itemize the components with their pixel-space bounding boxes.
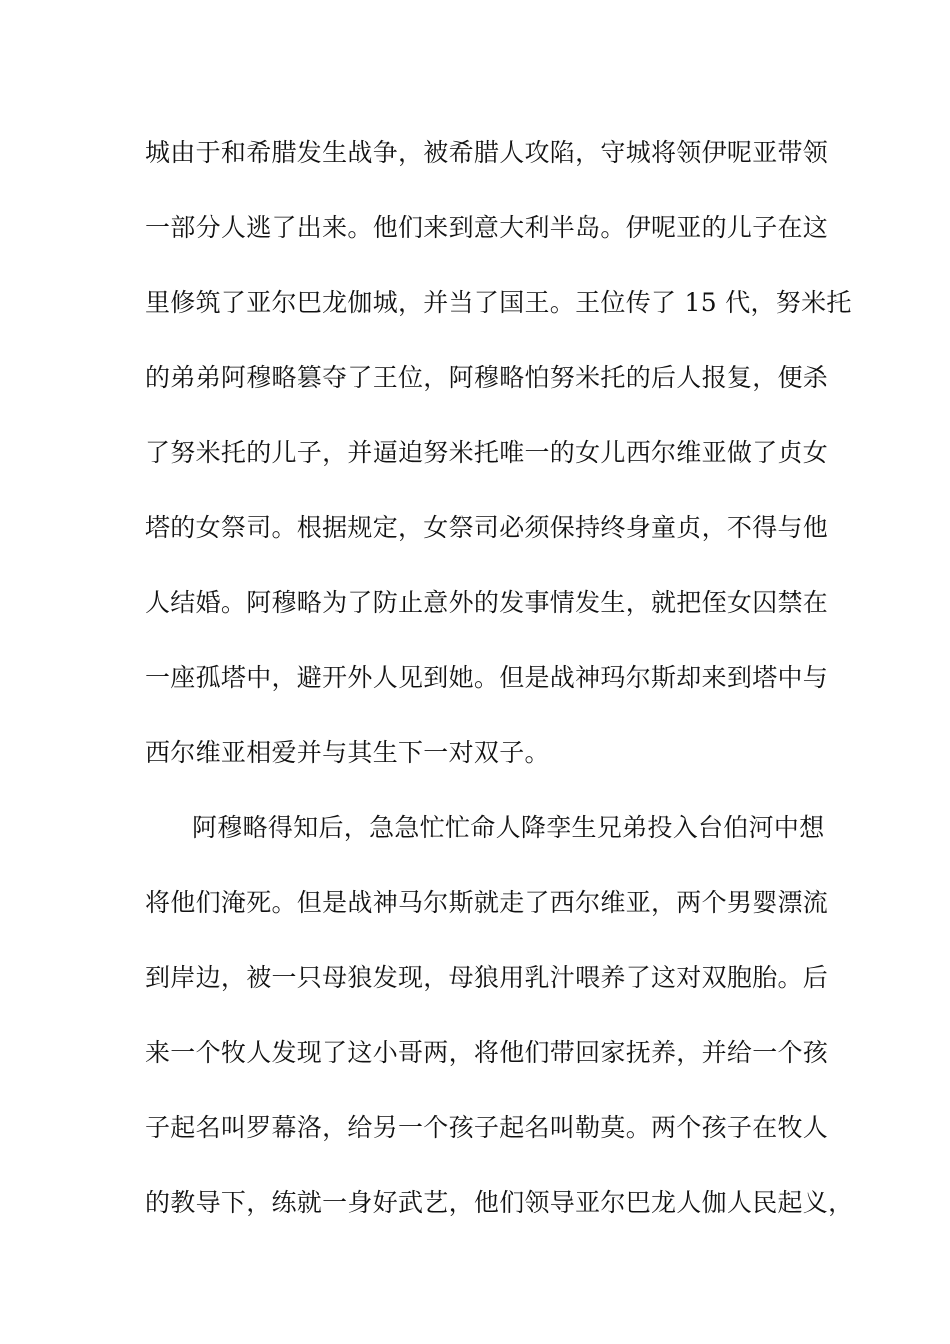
text-line: 将他们淹死。但是战神马尔斯就走了西尔维亚，两个男婴漂流 xyxy=(145,888,829,917)
text-line: 一部分人逃了出来。他们来到意大利半岛。伊呢亚的儿子在这 xyxy=(145,213,829,242)
text-line: 西尔维亚相爱并与其生下一对双子。 xyxy=(145,738,550,767)
text-line: 一座孤塔中，避开外人见到她。但是战神玛尔斯却来到塔中与 xyxy=(145,663,829,692)
body-text xyxy=(145,133,854,1258)
text-line: 里修筑了亚尔巴龙伽城，并当了国王。王位传了 15 代，努米托 xyxy=(145,288,852,317)
text-line: 城由于和希腊发生战争，被希腊人攻陷，守城将领伊呢亚带领 xyxy=(145,138,829,167)
text-line: 人结婚。阿穆略为了防止意外的发事情发生，就把侄女囚禁在 xyxy=(145,588,829,617)
text-line: 了努米托的儿子，并逼迫努米托唯一的女儿西尔维亚做了贞女 xyxy=(145,438,829,467)
paragraph-start-line: 阿穆略得知后，急急忙忙命人降孪生兄弟投入台伯河中想 xyxy=(192,813,825,842)
text-line: 到岸边，被一只母狼发现，母狼用乳汁喂养了这对双胞胎。后 xyxy=(145,963,829,992)
text-line: 来一个牧人发现了这小哥两，将他们带回家抚养，并给一个孩 xyxy=(145,1038,829,1067)
text-line: 的教导下，练就一身好武艺，他们领导亚尔巴龙人伽人民起义， xyxy=(145,1188,854,1217)
text-line: 的弟弟阿穆略篡夺了王位，阿穆略怕努米托的后人报复，便杀 xyxy=(145,363,829,392)
text-line: 塔的女祭司。根据规定，女祭司必须保持终身童贞，不得与他 xyxy=(145,513,829,542)
text-line: 子起名叫罗幕洛，给另一个孩子起名叫勒莫。两个孩子在牧人 xyxy=(145,1113,829,1142)
